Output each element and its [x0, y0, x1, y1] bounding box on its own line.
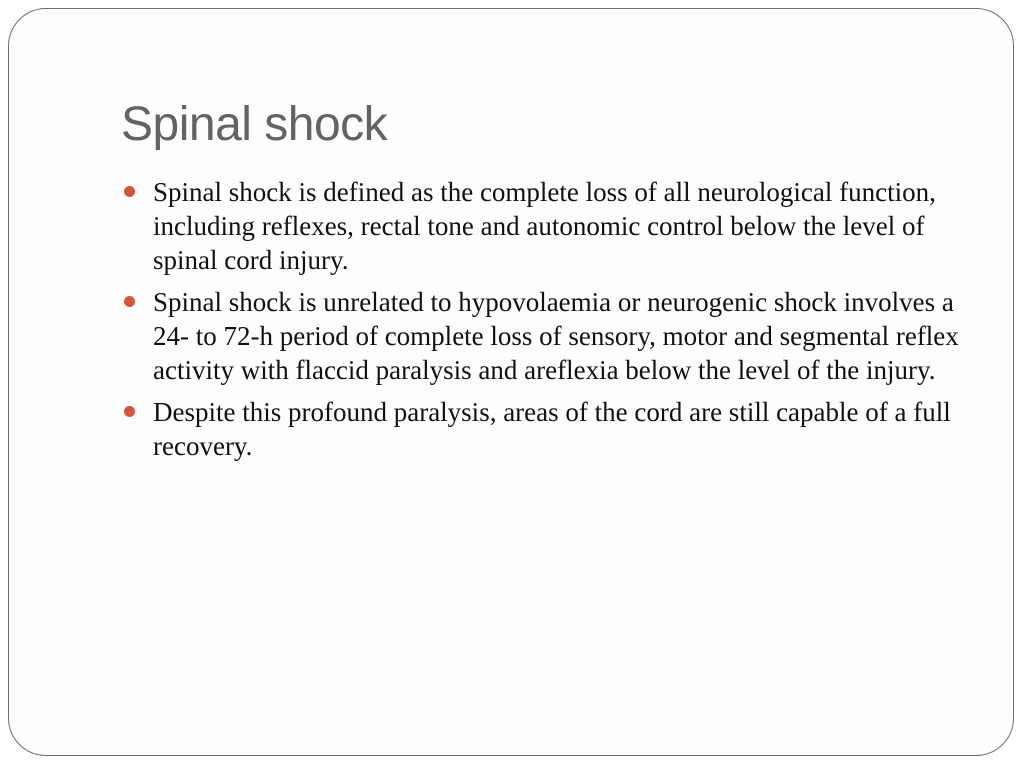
bullet-text: Despite this profound paralysis, areas of the cord are still capable of a full recovery. — [153, 397, 951, 461]
bullet-text: Spinal shock is unrelated to hypovolaemia or neurogenic shock involves a 24- to 72-h period of complete loss of sensory, motor and segmental reflex activity with flaccid paralysis and areflexia below the level of the injury. — [153, 287, 959, 385]
bullet-text: Spinal shock is defined as the complete loss of all neurological function, including reflexes, rectal tone and autonomic control below the level of spinal cord injury. — [153, 177, 936, 275]
slide — [8, 8, 1014, 756]
bullet-item — [153, 175, 973, 277]
bullet-item — [153, 395, 973, 463]
bullet-list — [153, 175, 973, 471]
bullet-dot-icon — [124, 406, 135, 417]
bullet-dot-icon — [124, 186, 135, 197]
bullet-item — [153, 285, 973, 387]
slide-title: Spinal shock — [121, 98, 388, 151]
bullet-dot-icon — [124, 296, 135, 307]
